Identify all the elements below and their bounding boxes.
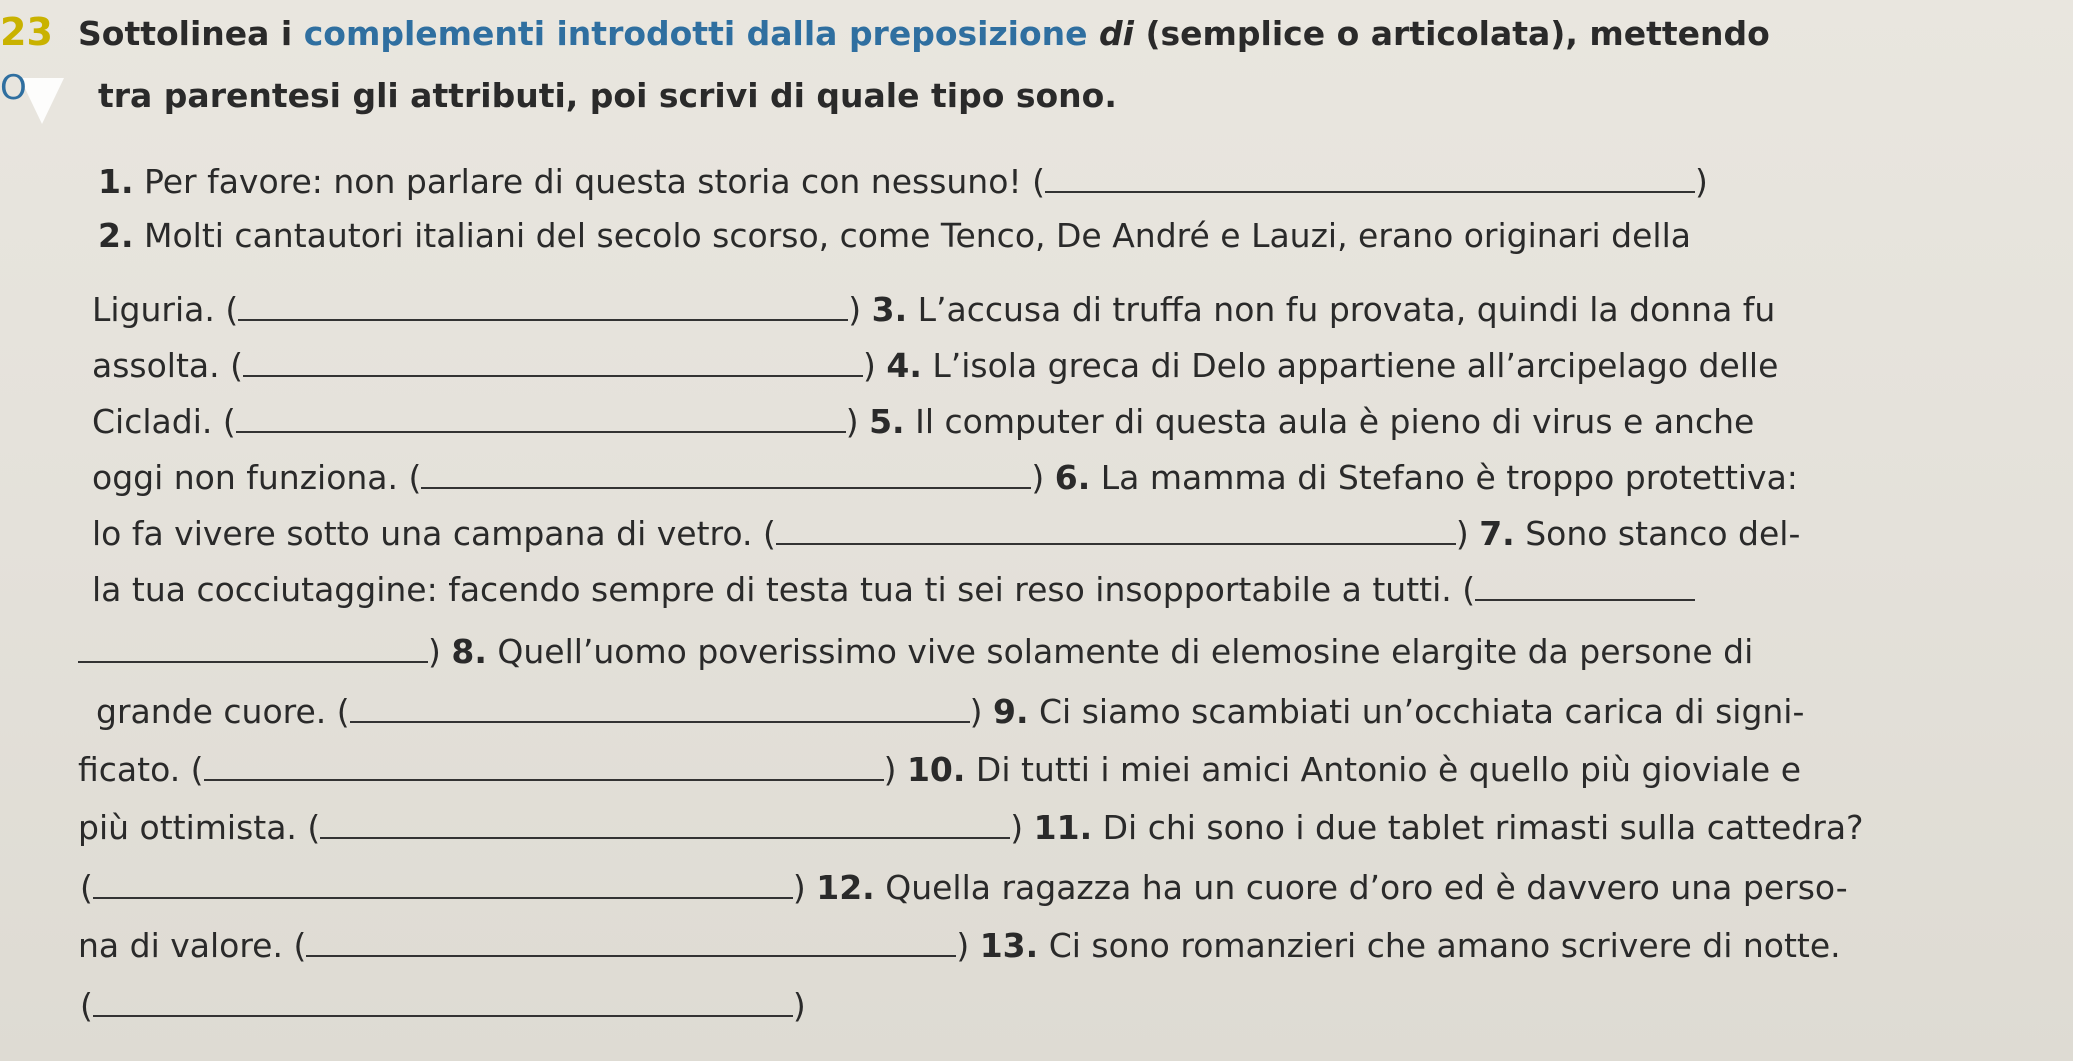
sentence-text: ( — [80, 986, 93, 1025]
item-number: 3. — [871, 290, 908, 329]
item-number: 11. — [1033, 808, 1093, 847]
paren-close: ) — [1031, 458, 1045, 497]
paren-close: ) — [956, 926, 970, 965]
item-number: 7. — [1479, 514, 1515, 553]
sentence-text: la tua cocciutaggine: facendo sempre di testa tua ti sei reso insopportabile a tutti. ( — [92, 570, 1476, 609]
answer-blank[interactable] — [93, 869, 793, 899]
sentence-text: Ci sono romanzieri che amano scrivere di notte. — [1048, 926, 1841, 965]
sentence-line-3 — [92, 288, 1775, 332]
paren-close: ) — [848, 290, 862, 329]
sentence-line-8 — [92, 568, 1695, 612]
sentence-line-1 — [98, 160, 1708, 204]
paren-close: ) — [428, 632, 441, 671]
sentence-text: ficato. ( — [78, 750, 204, 789]
sentence-line-9 — [78, 630, 1753, 674]
sentence-line-11 — [78, 748, 1801, 792]
answer-blank[interactable] — [1475, 571, 1695, 601]
sentence-line-13 — [80, 866, 1848, 910]
sentence-text: oggi non funziona. ( — [92, 458, 422, 497]
answer-blank[interactable] — [421, 459, 1031, 489]
instruction-text: (semplice o articolata), mettendo — [1133, 14, 1770, 53]
item-number: 6. — [1054, 458, 1091, 497]
sentence-text: Sono stanco del- — [1525, 514, 1801, 553]
answer-blank[interactable] — [243, 347, 863, 377]
answer-blank[interactable] — [78, 633, 428, 663]
answer-blank[interactable] — [320, 809, 1010, 839]
paren-close: ) — [792, 868, 806, 907]
paren-close: ) — [862, 346, 876, 385]
sentence-text: Ci siamo scambiati un’occhiata carica di signi- — [1039, 692, 1805, 731]
answer-blank[interactable] — [204, 751, 884, 781]
sentence-line-7 — [92, 512, 1800, 556]
item-number: 1. — [98, 162, 134, 201]
paren-close: ) — [1010, 808, 1024, 847]
exercise-number: 23 — [0, 10, 53, 54]
sentence-line-6 — [92, 456, 1798, 500]
answer-blank[interactable] — [306, 927, 956, 957]
sentence-text: Molti cantautori italiani del secolo scorso, come Tenco, De André e Lauzi, erano originari della — [144, 216, 1691, 255]
sentence-text: La mamma di Stefano è troppo protettiva: — [1100, 458, 1798, 497]
item-number: 4. — [886, 346, 922, 385]
sentence-line-14 — [78, 924, 1841, 968]
paren-close: ) — [792, 986, 806, 1025]
instruction-highlight: preposizione — [848, 14, 1100, 53]
item-number: 2. — [98, 216, 134, 255]
sentence-text: Il computer di questa aula è pieno di virus e anche — [915, 402, 1755, 441]
instruction-line-2: tra parentesi gli attributi, poi scrivi di quale tipo sono. — [98, 76, 1117, 115]
sentence-text: na di valore. ( — [78, 926, 307, 965]
sentence-text: Liguria. ( — [92, 290, 239, 329]
instruction-highlight: complementi introdotti dalla — [303, 14, 849, 53]
sentence-text: Quella ragazza ha un cuore d’oro ed è davvero una perso- — [885, 868, 1848, 907]
sentence-text: assolta. ( — [92, 346, 243, 385]
instruction-italic: di — [1099, 14, 1134, 53]
answer-blank[interactable] — [236, 403, 846, 433]
difficulty-marker: O — [0, 68, 27, 108]
sentence-text: Di chi sono i due tablet rimasti sulla cattedra? — [1102, 808, 1864, 847]
sentence-text: L’accusa di truffa non fu provata, quindi la donna fu — [917, 290, 1776, 329]
sentence-text: Per favore: non parlare di questa storia con nessuno! ( — [144, 162, 1046, 201]
sentence-text: ( — [80, 868, 93, 907]
sentence-text: lo fa vivere sotto una campana di vetro. ( — [92, 514, 776, 553]
sentence-line-12 — [78, 806, 1864, 850]
sentence-text: L’isola greca di Delo appartiene all’arcipelago delle — [932, 346, 1779, 385]
sentence-text: più ottimista. ( — [78, 808, 321, 847]
item-number: 9. — [993, 692, 1029, 731]
sentence-line-5 — [92, 400, 1754, 444]
sentence-line-4 — [92, 344, 1778, 388]
paren-close: ) — [1695, 162, 1708, 201]
paren-close: ) — [969, 692, 983, 731]
item-number: 5. — [869, 402, 905, 441]
paren-close: ) — [845, 402, 859, 441]
answer-blank[interactable] — [776, 515, 1456, 545]
answer-blank[interactable] — [93, 987, 793, 1017]
sentence-line-10 — [96, 690, 1804, 734]
sentence-text: grande cuore. ( — [96, 692, 350, 731]
sentence-text: Quell’uomo poverissimo vive solamente di elemosine elargite da persone di — [497, 632, 1754, 671]
item-number: 13. — [979, 926, 1039, 965]
sentence-line-2 — [98, 214, 1691, 258]
item-number: 12. — [816, 868, 875, 907]
sentence-line-15 — [80, 984, 806, 1028]
instruction-text: Sottolinea i — [78, 14, 304, 53]
item-number: 8. — [451, 632, 487, 671]
instruction-line-1 — [78, 12, 1770, 56]
answer-blank[interactable] — [1045, 163, 1695, 193]
sentence-text: Di tutti i miei amici Antonio è quello più gioviale e — [975, 750, 1802, 789]
answer-blank[interactable] — [350, 693, 970, 723]
answer-blank[interactable] — [238, 291, 848, 321]
sentence-text: Cicladi. ( — [92, 402, 236, 441]
paren-close: ) — [1455, 514, 1469, 553]
item-number: 10. — [906, 750, 966, 789]
paren-close: ) — [883, 750, 897, 789]
